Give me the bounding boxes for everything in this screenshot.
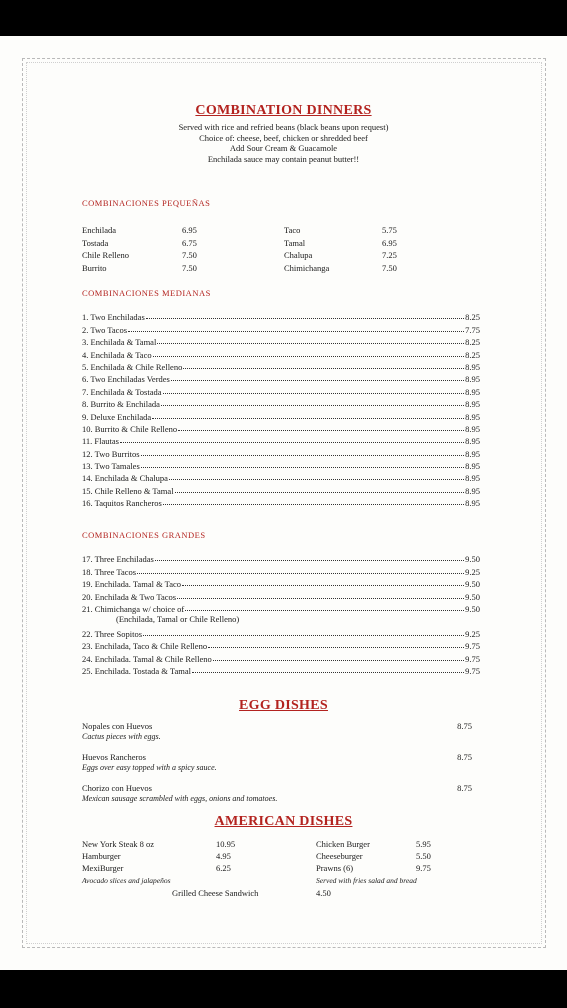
- item-price: 6.95: [382, 237, 397, 248]
- item-price: 4.95: [216, 851, 231, 861]
- item-name: Tostada: [82, 237, 109, 248]
- item-name: Tamal: [284, 237, 306, 248]
- item-name: 11. Flautas: [82, 436, 119, 447]
- section-heading-medianas: COMBINACIONES MEDIANAS: [82, 288, 211, 298]
- item-price: 8.25: [465, 312, 480, 323]
- dot-leader: [143, 634, 464, 636]
- egg-item: [82, 721, 472, 743]
- dot-leader: [163, 392, 465, 394]
- menu-row: [82, 446, 480, 458]
- item-price: 9.25: [465, 628, 480, 639]
- item-name: Nopales con Huevos: [82, 721, 153, 731]
- dot-leader: [169, 478, 464, 480]
- item-name: 16. Taquitos Rancheros: [82, 498, 162, 509]
- intro-line: Add Sour Cream & Guacamole: [229, 143, 338, 153]
- dot-leader: [141, 454, 465, 456]
- menu-row: [82, 384, 480, 396]
- item-price: 8.95: [465, 461, 480, 472]
- item-name: Prawns (6): [316, 863, 354, 873]
- item-subnote: (Enchilada, Tamal or Chile Relleno): [116, 613, 240, 624]
- menu-row: [82, 434, 480, 446]
- item-price: 7.25: [382, 250, 397, 260]
- menu-page: [0, 36, 567, 970]
- item-price: 9.75: [465, 665, 480, 676]
- menu-row: [82, 372, 480, 384]
- item-name: 15. Chile Relleno & Tamal: [82, 485, 174, 496]
- dot-leader: [128, 330, 464, 332]
- item-name: 17. Three Enchiladas: [82, 554, 154, 565]
- item-price: 5.95: [416, 839, 431, 849]
- item-price: 8.95: [465, 423, 480, 434]
- item-name: Chile Relleno: [82, 250, 129, 260]
- dot-leader: [163, 503, 464, 505]
- menu-row: [82, 310, 480, 322]
- intro-line: Enchilada sauce may contain peanut butter!!: [207, 153, 360, 164]
- dot-leader: [183, 367, 464, 369]
- menu-row: [82, 589, 480, 601]
- dot-leader: [120, 441, 464, 443]
- item-description: Eggs over easy topped with a spicy sauce.: [82, 763, 217, 772]
- item-name: Chimichanga: [284, 262, 330, 273]
- item-name: 25. Enchilada. Tostada & Tamal: [82, 665, 191, 676]
- item-price: 8.95: [465, 485, 480, 496]
- item-name: MexiBurger: [82, 863, 124, 873]
- menu-row: [82, 360, 480, 372]
- item-name: Cheeseburger: [316, 851, 363, 861]
- item-name: 24. Enchilada. Tamal & Chile Relleno: [82, 653, 212, 664]
- item-price: 8.95: [465, 411, 480, 422]
- item-price: 8.95: [465, 436, 480, 447]
- item-name: 9. Deluxe Enchilada: [82, 411, 152, 422]
- item-name: Chorizo con Huevos: [82, 783, 152, 793]
- item-name: 8. Burrito & Enchilada: [82, 399, 160, 410]
- item-name: 5. Enchilada & Chile Relleno: [82, 361, 183, 372]
- item-price: 6.75: [182, 237, 197, 248]
- item-price: 9.75: [416, 863, 431, 873]
- item-name: 20. Enchilada & Two Tacos: [82, 591, 177, 602]
- item-name: 7. Enchilada & Tostada: [82, 386, 162, 397]
- item-name: Hamburger: [82, 851, 121, 861]
- item-name: 23. Enchilada, Taco & Chile Relleno: [82, 641, 208, 652]
- item-name: 18. Three Tacos: [82, 566, 137, 577]
- dot-leader: [192, 671, 464, 673]
- item-price: 9.50: [465, 591, 480, 602]
- dot-leader: [213, 659, 464, 661]
- item-price: 8.95: [465, 374, 480, 385]
- menu-row: [82, 651, 480, 663]
- item-price: 7.50: [182, 250, 197, 260]
- item-price: 8.95: [465, 386, 480, 397]
- item-price: 6.95: [182, 225, 197, 235]
- dot-leader: [185, 609, 464, 611]
- item-price: 9.75: [465, 641, 480, 652]
- item-price: 8.95: [465, 473, 480, 484]
- item-price: 9.50: [465, 579, 480, 590]
- item-price: 8.75: [457, 721, 472, 731]
- menu-header: [0, 103, 567, 119]
- dot-leader: [146, 317, 464, 319]
- item-name: New York Steak 8 oz: [82, 839, 155, 849]
- item-name: Huevos Rancheros: [82, 752, 146, 762]
- item-name: 10. Burrito & Chile Relleno: [82, 423, 178, 434]
- item-price: 8.75: [457, 752, 472, 762]
- item-name: Burrito: [82, 262, 107, 273]
- menu-row: [82, 335, 480, 347]
- menu-row: [82, 483, 480, 495]
- dot-leader: [177, 597, 464, 599]
- item-name: 22. Three Sopitos: [82, 628, 143, 639]
- menu-row: [82, 564, 480, 576]
- intro-text: [0, 122, 567, 164]
- american-dishes-header: [0, 812, 567, 830]
- item-price: 8.75: [457, 783, 472, 793]
- menu-row: [82, 664, 480, 676]
- egg-item: [82, 783, 472, 805]
- dot-leader: [171, 379, 464, 381]
- item-price: 8.25: [465, 337, 480, 348]
- intro-line: Served with rice and refried beans (black beans upon request): [178, 122, 389, 132]
- item-name: 1. Two Enchiladas: [82, 312, 145, 323]
- menu-row: [82, 409, 480, 421]
- item-price: 8.95: [465, 361, 480, 372]
- item-name: 12. Two Burritos: [82, 448, 140, 459]
- dot-leader: [152, 417, 464, 419]
- item-price: 5.50: [416, 851, 431, 861]
- item-name: 6. Two Enchiladas Verdes: [82, 374, 170, 385]
- item-price: 7.50: [182, 262, 197, 273]
- item-price: 8.25: [465, 349, 480, 360]
- item-price: 9.50: [465, 603, 480, 614]
- item-name: 2. Two Tacos: [82, 324, 128, 335]
- menu-row: [82, 552, 480, 564]
- medianas-list: [82, 310, 480, 508]
- menu-row: [82, 626, 480, 638]
- item-price: 8.95: [465, 399, 480, 410]
- item-note-text: Avocado slices and jalapeños: [82, 876, 171, 885]
- dot-leader: [141, 466, 464, 468]
- egg-dishes-title: EGG DISHES: [239, 698, 328, 713]
- combination-dinners-title: COMBINATION DINNERS: [195, 103, 372, 118]
- item-name: Chicken Burger: [316, 839, 370, 849]
- section-heading-grandes: COMBINACIONES GRANDES: [82, 530, 206, 540]
- item-name: 14. Enchilada & Chalupa: [82, 473, 168, 484]
- menu-row: [82, 347, 480, 359]
- dot-leader: [175, 491, 465, 493]
- egg-item: [82, 752, 472, 774]
- item-price: 6.25: [216, 863, 231, 873]
- dot-leader: [137, 572, 464, 574]
- item-name: 13. Two Tamales: [82, 461, 140, 472]
- item-name: Grilled Cheese Sandwich: [172, 888, 259, 898]
- item-note: [82, 875, 171, 885]
- menu-row: [82, 577, 480, 589]
- item-description: Cactus pieces with eggs.: [82, 732, 161, 741]
- item-price: 9.75: [465, 653, 480, 664]
- american-dishes-title: AMERICAN DISHES: [214, 814, 353, 829]
- item-name: 19. Enchilada. Tamal & Taco: [82, 579, 182, 590]
- egg-dishes-header: [0, 696, 567, 714]
- menu-row: [82, 496, 480, 508]
- item-note-text: Served with fries salad and bread: [316, 876, 417, 885]
- menu-row: [82, 322, 480, 334]
- item-price: 4.50: [316, 888, 331, 898]
- item-price: 7.50: [382, 262, 397, 273]
- dot-leader: [208, 646, 464, 648]
- item-name: Enchilada: [82, 225, 116, 235]
- item-name: Chalupa: [284, 250, 313, 260]
- item-name: 3. Enchilada & Tamal: [82, 337, 157, 348]
- item-price: 5.75: [382, 225, 397, 235]
- item-price: 7.75: [465, 324, 480, 335]
- item-price: 9.25: [465, 566, 480, 577]
- dot-leader: [155, 559, 464, 561]
- intro-line: Choice of: cheese, beef, chicken or shredded beef: [199, 132, 368, 143]
- menu-row: [82, 471, 480, 483]
- item-name: 4. Enchilada & Taco: [82, 349, 152, 360]
- item-name: Taco: [284, 225, 301, 235]
- grandes-list: [82, 552, 480, 676]
- item-price: 9.50: [465, 554, 480, 565]
- menu-row: [82, 602, 480, 614]
- dot-leader: [178, 429, 464, 431]
- dot-leader: [161, 404, 464, 406]
- item-price: 8.95: [465, 498, 480, 509]
- menu-row: [82, 459, 480, 471]
- item-price: 8.95: [465, 448, 480, 459]
- item-price: 10.95: [216, 839, 236, 849]
- dot-leader: [153, 355, 465, 357]
- item-name: 21. Chimichanga w/ choice of: [82, 603, 185, 614]
- menu-row: [82, 422, 480, 434]
- dot-leader: [157, 342, 464, 344]
- item-description: Mexican sausage scrambled with eggs, onions and tomatoes.: [82, 794, 278, 803]
- dot-leader: [182, 584, 464, 586]
- menu-row: [82, 639, 480, 651]
- menu-row: [82, 397, 480, 409]
- item-note: [316, 875, 417, 885]
- section-heading-pequenas: COMBINACIONES PEQUEÑAS: [82, 198, 211, 208]
